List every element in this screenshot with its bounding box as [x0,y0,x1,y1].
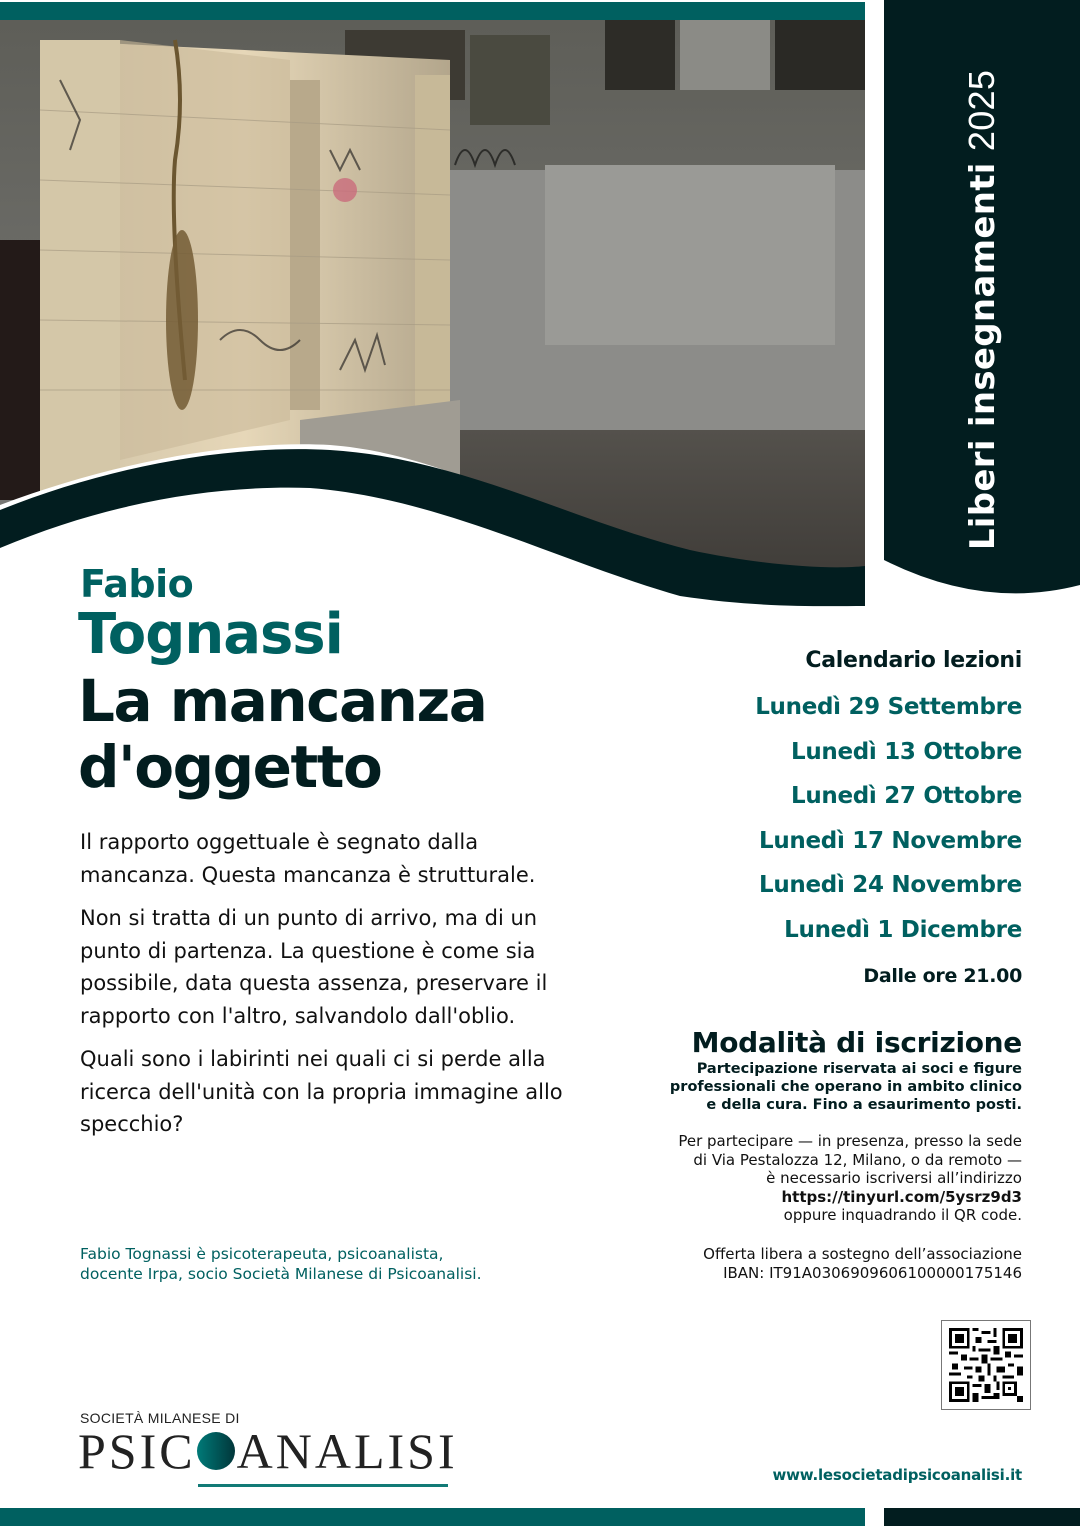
calendar-heading: Calendario lezioni [805,648,1022,673]
series-title-bold: Liberi insegnamenti [963,162,1003,551]
logo-subtitle: SOCIETÀ MILANESE DI [80,1410,240,1426]
lecture-title [78,668,486,800]
logo-circle-icon [197,1432,235,1470]
bio-line: docente Irpa, socio Società Milanese di Psicoanalisi. [80,1265,482,1283]
eligibility-line: e della cura. Fino a esaurimento posti. [706,1097,1022,1113]
calendar-date: Lunedì 13 Ottobre [790,738,1022,765]
instructions-line: di Via Pestalozza 12, Milano, o da remoto — [693,1150,1022,1169]
qr-note: oppure inquadrando il QR code. [783,1206,1022,1224]
qr-code-icon [949,1328,1023,1402]
lecture-title-line-1: La mancanza [78,667,487,735]
description-paragraph: Il rapporto oggettuale è segnato dalla mancanza. Questa mancanza è strutturale. [80,830,536,887]
lesson-calendar [755,648,1022,987]
donation-text: Offerta libera a sostegno dell’associazione [703,1244,1022,1263]
calendar-date: Lunedì 1 Dicembre [784,916,1022,943]
eligibility-line: Partecipazione riservata ai soci e figure [696,1061,1022,1077]
logo-underline [198,1484,448,1487]
website-link[interactable]: www.lesocietadipsicoanalisi.it [772,1466,1022,1484]
speaker-first-name: Fabio [80,562,194,606]
registration-heading: Modalità di iscrizione [691,1026,1022,1059]
registration-link[interactable]: https://tinyurl.com/5ysrz9d3 [781,1187,1022,1206]
top-accent-bar [0,2,865,20]
instructions-line: Per partecipare — in presenza, presso la sede [678,1132,1022,1150]
instructions-line: è necessario iscriversi all’indirizzo [766,1169,1022,1187]
bottom-accent-bar-teal [0,1508,865,1526]
qr-code[interactable] [941,1320,1031,1410]
lecture-title-line-2: d'oggetto [78,733,382,801]
logo-word-left: PSIC [78,1423,196,1479]
calendar-date: Lunedì 29 Settembre [755,694,1022,720]
logo-word-right: ANALISI [236,1423,458,1479]
donation-info [602,1245,1022,1283]
society-logo [78,1422,458,1480]
bio-line: Fabio Tognassi è psicoterapeuta, psicoanalista, [80,1245,444,1263]
bottom-accent-bar-dark [884,1508,1080,1526]
series-year: 2025 [961,69,1002,152]
calendar-date: Lunedì 24 Novembre [759,872,1022,898]
description-paragraph: Quali sono i labirinti nei quali ci si perde alla ricerca dell'unità con la propria immagine allo specchio? [80,1047,563,1136]
calendar-time: Dalle ore 21.00 [863,965,1022,987]
speaker-bio [80,1244,560,1284]
description-paragraph: Non si tratta di un punto di arrivo, ma di un punto di partenza. La questione è come sia possibile, data questa assenza, preservare il rapporto con l'altro, salvandolo dall'oblio. [80,906,548,1028]
registration-info [602,1026,1022,1283]
eligibility-line: professionali che operano in ambito clinico [669,1079,1022,1095]
speaker-last-name: Tognassi [78,602,343,667]
registration-instructions [602,1132,1022,1225]
calendar-date: Lunedì 27 Ottobre [790,783,1022,809]
iban: IBAN: IT91A0306909606100000175146 [723,1263,1022,1282]
registration-eligibility [602,1060,1022,1114]
calendar-date: Lunedì 17 Novembre [759,827,1022,854]
description [80,826,570,1152]
